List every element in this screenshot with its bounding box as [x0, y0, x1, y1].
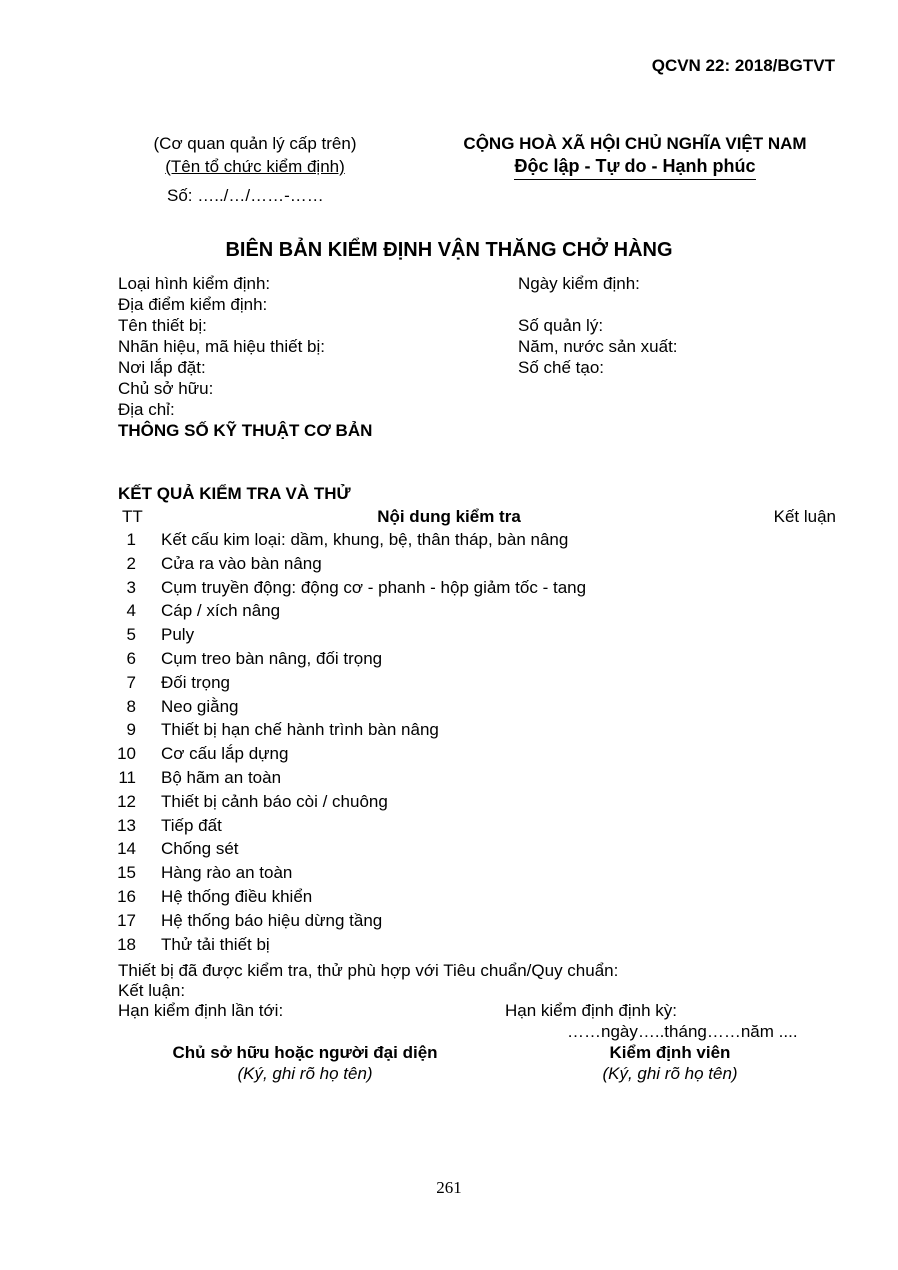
row-number: 16 — [117, 887, 136, 906]
agency-label: (Cơ quan quản lý cấp trên) — [153, 134, 357, 153]
row-content: Cơ cấu lắp dựng — [161, 744, 289, 763]
row-content: Cụm treo bàn nâng, đối trọng — [161, 649, 383, 668]
conclusion-label: Kết luận: — [118, 981, 186, 1000]
owner-label: Chủ sở hữu: — [118, 379, 214, 398]
row-number: 2 — [126, 554, 136, 573]
inspection-place-label: Địa điểm kiểm định: — [118, 295, 268, 314]
row-number: 15 — [117, 863, 136, 882]
results-heading: KẾT QUẢ KIỂM TRA VÀ THỬ — [118, 484, 351, 503]
row-content: Cáp / xích nâng — [161, 601, 281, 620]
org-label — [110, 155, 400, 178]
row-number: 1 — [126, 530, 136, 549]
right-header — [430, 132, 840, 180]
row-number: 18 — [117, 935, 136, 954]
document-number: Số: …../…/……-…… — [167, 186, 324, 205]
column-header-conclusion: Kết luận — [773, 507, 836, 526]
row-number: 14 — [117, 839, 136, 858]
specs-heading: THÔNG SỐ KỸ THUẬT CƠ BẢN — [118, 421, 373, 440]
row-number: 11 — [118, 768, 136, 787]
row-content: Đối trọng — [161, 673, 230, 692]
left-header — [110, 132, 400, 178]
row-content: Hàng rào an toàn — [161, 863, 293, 882]
inspector-signature-block — [520, 1042, 820, 1084]
row-number: 8 — [126, 697, 136, 716]
row-content: Chống sét — [161, 839, 239, 858]
row-number: 7 — [126, 673, 136, 692]
owner-sign-title: Chủ sở hữu hoặc người đại diện — [172, 1043, 438, 1062]
inspection-date-label: Ngày kiểm định: — [518, 274, 640, 293]
national-motto: Độc lập - Tự do - Hạnh phúc — [514, 155, 755, 180]
periodic-inspection-label: Hạn kiểm định định kỳ: — [505, 1001, 677, 1020]
row-content: Neo giằng — [161, 697, 239, 716]
next-inspection-label: Hạn kiểm định lần tới: — [118, 1001, 284, 1020]
row-content: Puly — [161, 625, 195, 644]
row-content: Tiếp đất — [161, 816, 222, 835]
inspection-type-label: Loại hình kiểm định: — [118, 274, 271, 293]
column-header-tt: TT — [122, 507, 143, 526]
document-code: QCVN 22: 2018/BGTVT — [651, 56, 835, 75]
row-number: 5 — [126, 625, 136, 644]
row-number: 10 — [117, 744, 136, 763]
address-label: Địa chỉ: — [118, 400, 175, 419]
column-header-content: Nội dung kiểm tra — [377, 507, 521, 526]
row-number: 4 — [126, 601, 136, 620]
management-no-label: Số quản lý: — [518, 316, 604, 335]
brand-model-label: Nhãn hiệu, mã hiệu thiết bị: — [118, 337, 325, 356]
row-content: Hệ thống điều khiển — [161, 887, 313, 906]
row-content: Cửa ra vào bàn nâng — [161, 554, 322, 573]
row-number: 17 — [117, 911, 136, 930]
inspector-sign-title: Kiểm định viên — [609, 1043, 731, 1062]
row-content: Thiết bị cảnh báo còi / chuông — [161, 792, 388, 811]
serial-no-label: Số chế tạo: — [518, 358, 605, 377]
row-number: 13 — [117, 816, 136, 835]
row-number: 12 — [117, 792, 136, 811]
year-country-label: Năm, nước sản xuất: — [518, 337, 678, 356]
date-line: ……ngày…..tháng……năm .... — [567, 1022, 798, 1041]
install-place-label: Nơi lắp đặt: — [118, 358, 206, 377]
row-content: Cụm truyền động: động cơ - phanh - hộp giảm tốc - tang — [161, 578, 587, 597]
country-name: CỘNG HOÀ XÃ HỘI CHỦ NGHĨA VIỆT NAM — [463, 134, 807, 153]
inspector-sign-note: (Ký, ghi rõ họ tên) — [602, 1064, 738, 1083]
row-number: 3 — [126, 578, 136, 597]
owner-sign-note: (Ký, ghi rõ họ tên) — [237, 1064, 373, 1083]
compliance-statement: Thiết bị đã được kiểm tra, thử phù hợp với Tiêu chuẩn/Quy chuẩn: — [118, 961, 619, 980]
owner-signature-block — [140, 1042, 470, 1084]
row-content: Thử tải thiết bị — [161, 935, 270, 954]
row-number: 9 — [126, 720, 136, 739]
row-content: Kết cấu kim loại: dầm, khung, bệ, thân tháp, bàn nâng — [161, 530, 569, 549]
row-content: Hệ thống báo hiệu dừng tầng — [161, 911, 383, 930]
page-number: 261 — [436, 1178, 462, 1197]
row-content: Thiết bị hạn chế hành trình bàn nâng — [161, 720, 439, 739]
document-title: BIÊN BẢN KIỂM ĐỊNH VẬN THĂNG CHỞ HÀNG — [225, 239, 673, 261]
org-name: (Tên tổ chức kiểm định) — [165, 157, 345, 176]
row-number: 6 — [126, 649, 136, 668]
row-content: Bộ hãm an toàn — [161, 768, 282, 787]
device-name-label: Tên thiết bị: — [118, 316, 207, 335]
